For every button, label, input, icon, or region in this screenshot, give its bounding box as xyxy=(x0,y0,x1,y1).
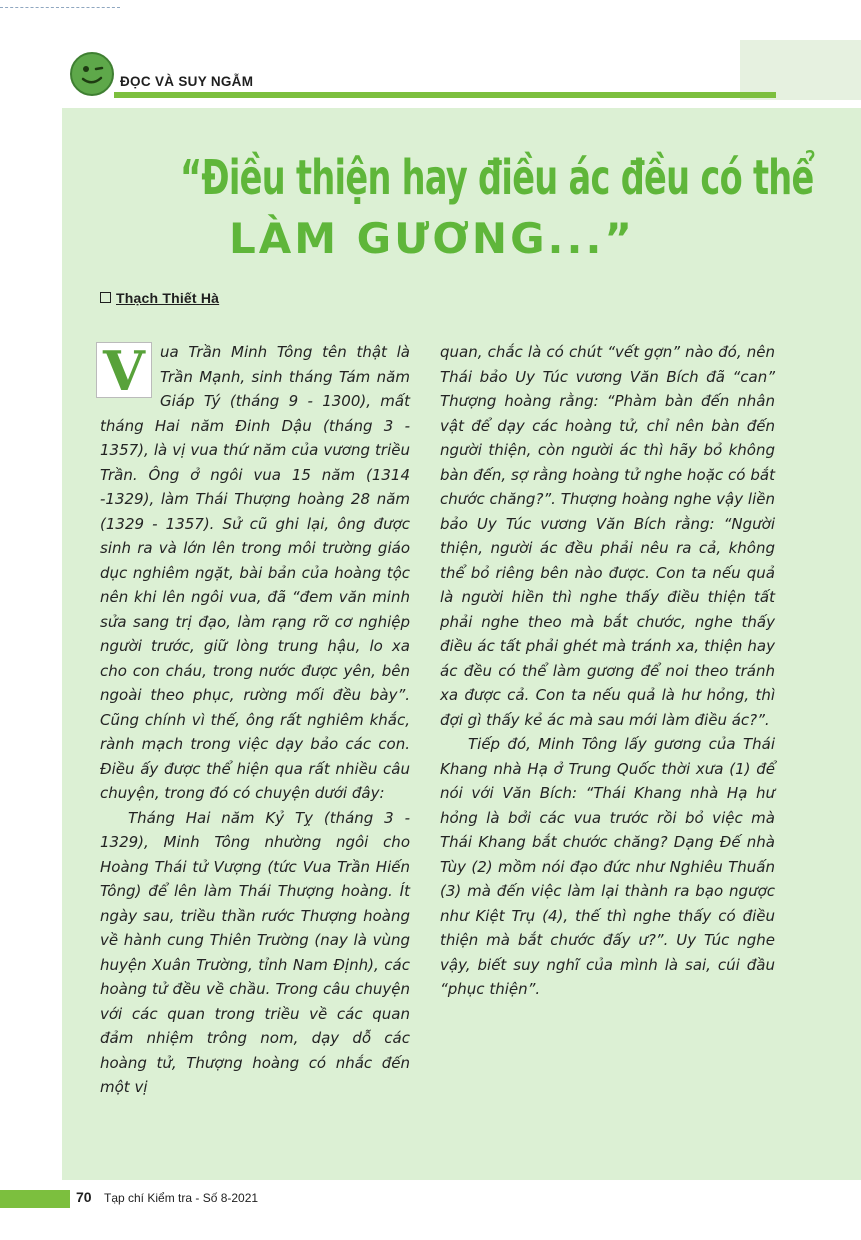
paragraph-2: Tháng Hai năm Kỷ Tỵ (tháng 3 - 1329), Minh Tông nhường ngôi cho Hoàng Thái tử Vượng (tức Vua Trần Hiến Tông) để lên làm Thái Thượng hoàng. Ít ngày sau, triều thần rước Thượng hoàng về hành cung Thiên Trường (nay là vùng huyện Xuân Trường, tỉnh Nam Định), các hoàng tử đều về chầu. Trong câu chuyện với các quan trong triều về các quan đảm nhiệm trông nom, dạy dỗ các hoàng tử, Thượng hoàng có nhắc đến một vị xyxy=(100,808,410,1096)
smiley-icon xyxy=(70,52,114,96)
journal-name: Tạp chí Kiểm tra - Số 8-2021 xyxy=(104,1191,259,1205)
header-rule xyxy=(114,92,776,98)
bleed-through-strip xyxy=(740,40,861,100)
right-column xyxy=(440,340,775,1002)
article-title-line1: “Điều thiện hay điều ác đều có thể xyxy=(180,150,814,206)
section-label: ĐỌC VÀ SUY NGẪM xyxy=(120,74,254,89)
page-number: 70 xyxy=(76,1189,92,1205)
author-name: Thạch Thiết Hà xyxy=(116,290,220,306)
article-title-line2: LÀM GƯƠNG...” xyxy=(228,214,636,263)
paragraph-3: quan, chắc là có chút “vết gợn” nào đó, nên Thái bảo Uy Túc vương Văn Bích đã “can” Thượng hoàng rằng: “Phàm bàn đến nhân vật để dạy các hoàng tử, chỉ nên bàn đến người thiện, còn người ác thì hãy bỏ không bàn đến, sợ rằng hoàng tử nghe hoặc có bắt chước chăng?”. Thượng hoàng nghe vậy liền bảo Uy Túc vương Văn Bích rằng: “Người thiện, người ác đều phải nêu ra cả, không thể bỏ riêng bên nào được. Con ta nếu quả là người hiền thì nghe thấy điều thiện tất phải nghe theo mà bắt chước, nghe thấy điều ác tất phải ghét mà tránh xa, thiện hay ác đều có thể làm gương để noi theo tránh xa được cả. Con ta nếu quả là hư hỏng, thì đợi gì thấy kẻ ác mà sau mới làm điều ác?”. xyxy=(440,343,775,729)
paragraph-1: ua Trần Minh Tông tên thật là Trần Mạnh, sinh tháng Tám năm Giáp Tý (tháng 9 - 1300), mất tháng Hai năm Đinh Dậu (tháng 3 - 1357), là vị vua thứ năm của vương triều Trần. Ông ở ngôi vua 15 năm (1314 -1329), làm Thái Thượng hoàng 28 năm (1329 - 1357). Sử cũ ghi lại, ông được sinh ra và lớn lên trong môi trường giáo dục nghiêm ngặt, bài bản của hoàng tộc nên khi lên ngôi vua, đã “đem văn minh sửa sang trị đạo, làm rạng rỡ cơ nghiệp người trước, giữ lòng trung hậu, lo xa cho con cháu, trong nước được yên, bên ngoài theo phục, rường mối đều bày”. Cũng chính vì thế, ông rất nghiêm khắc, rành mạch trong việc dạy bảo các con. Điều ấy được thể hiện qua rất nhiều câu chuyện, trong đó có chuyện dưới đây: xyxy=(100,343,410,802)
checkbox-bullet-icon xyxy=(100,292,111,303)
dropcap-letter: V xyxy=(103,339,145,403)
left-column xyxy=(100,340,410,1100)
footer-bar xyxy=(0,1190,70,1208)
dropcap-spacer xyxy=(100,340,160,412)
crop-mark xyxy=(0,7,120,8)
author-byline xyxy=(100,290,219,306)
paragraph-4: Tiếp đó, Minh Tông lấy gương của Thái Khang nhà Hạ ở Trung Quốc thời xưa (1) để nói với Văn Bích: “Thái Khang nhà Hạ hư hỏng là bởi các vua trước rồi bỏ việc mà Thái Khang bắt chước chăng? Dạng Đế nhà Tùy (2) mồm nói đạo đức như Nghiêu Thuấn (3) mà đến việc làm lại thành ra bạo ngược như Kiệt Trụ (4), thế thì nghe thấy có điều thiện mà bắt chước đấy ư?”. Uy Túc nghe vậy, biết suy nghĩ của mình là sai, cúi đầu “phục thiện”. xyxy=(440,735,775,998)
